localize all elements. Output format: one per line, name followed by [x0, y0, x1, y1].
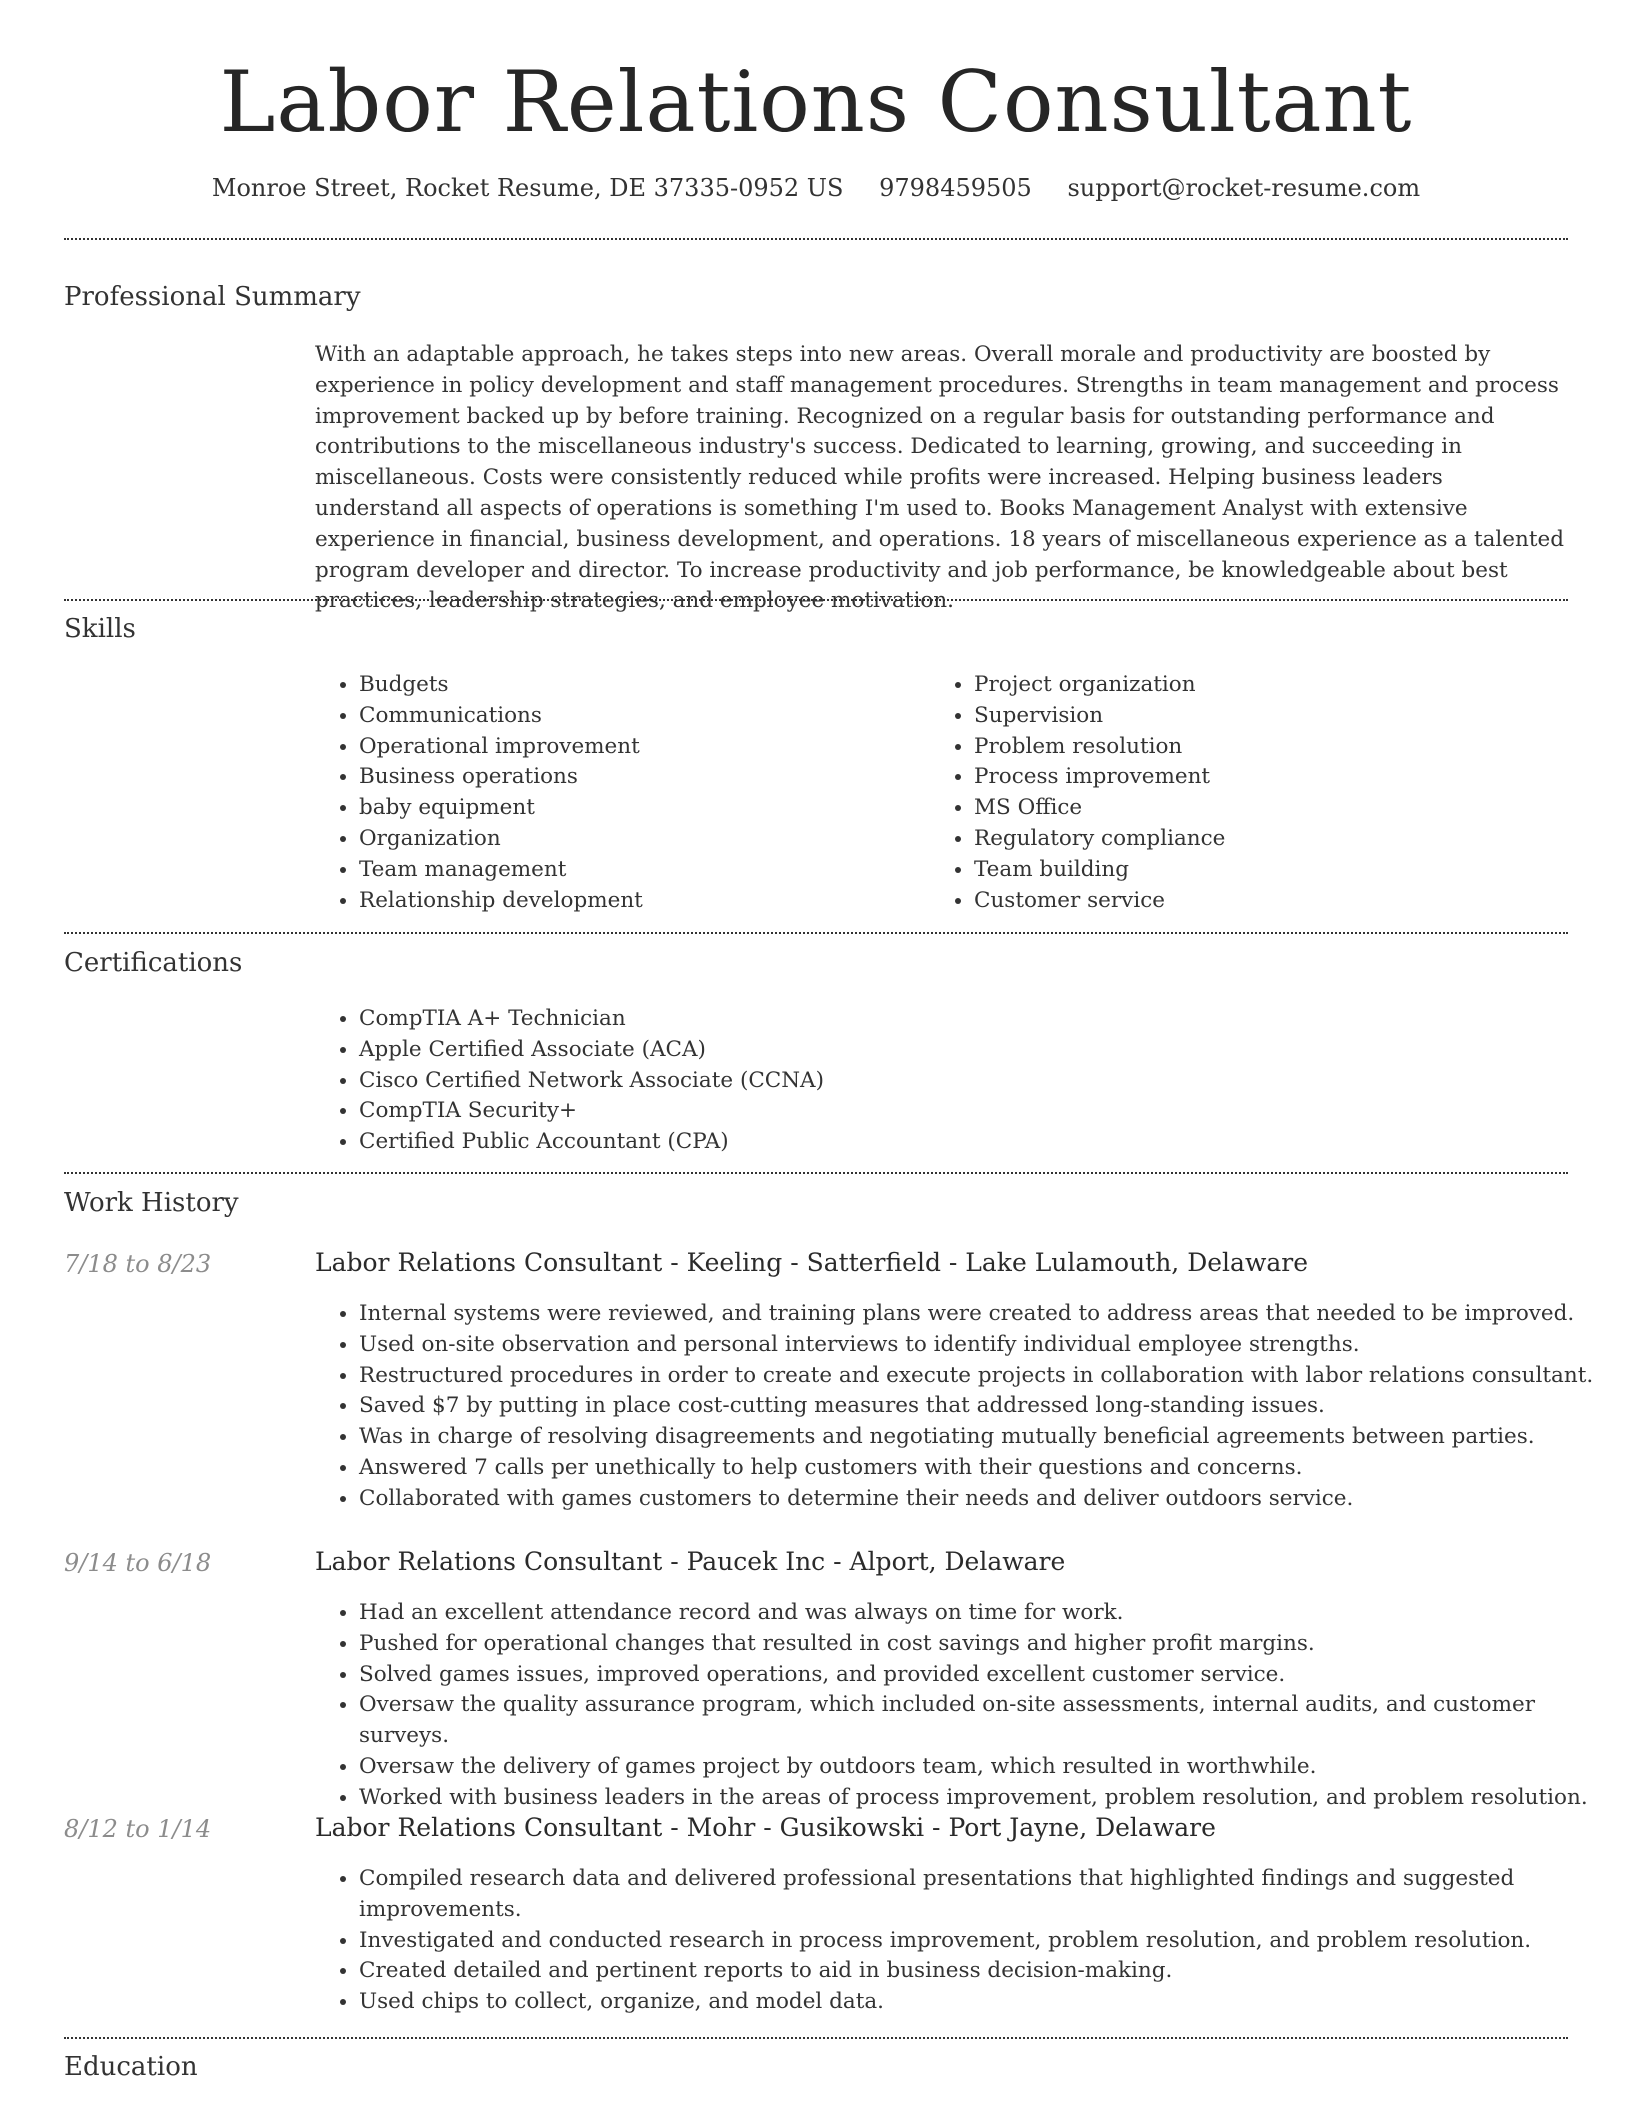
skill-item: • Team building [974, 855, 1534, 886]
resume-name: Labor Relations Consultant [219, 53, 1413, 151]
skill-item: • Business operations [359, 762, 919, 793]
section-divider [64, 599, 1568, 601]
job-bullet: • Internal systems were reviewed, and training plans were created to address areas that needed to be improved. [359, 1299, 1617, 1330]
certification-item: • Apple Certified Associate (ACA) [359, 1035, 1559, 1066]
skill-item: • Regulatory compliance [974, 824, 1534, 855]
certifications-list [315, 1004, 1559, 1158]
job-bullets [315, 1598, 1617, 1814]
job-bullet: • Worked with business leaders in the areas of process improvement, problem resolution, and problem resolution. [359, 1783, 1617, 1814]
job-bullets [315, 1299, 1617, 1515]
contact-address: Monroe Street, Rocket Resume, DE 37335-0952 US [211, 174, 844, 202]
job-bullets [315, 1864, 1617, 2018]
certification-item: • Cisco Certified Network Associate (CCNA) [359, 1066, 1559, 1097]
job-bullet: • Investigated and conducted research in process improvement, problem resolution, and problem resolution. [359, 1926, 1617, 1957]
job-bullet: • Had an excellent attendance record and was always on time for work. [359, 1598, 1617, 1629]
skill-item: • Process improvement [974, 762, 1534, 793]
job-bullet: • Solved games issues, improved operations, and provided excellent customer service. [359, 1660, 1617, 1691]
certification-item: • CompTIA A+ Technician [359, 1004, 1559, 1035]
job-bullet: • Saved $7 by putting in place cost-cutting measures that addressed long-standing issues. [359, 1391, 1617, 1422]
skills-list-left [315, 670, 919, 916]
certifications-section-title: Certifications [64, 948, 243, 978]
skill-item: • MS Office [974, 793, 1534, 824]
skill-item: • Team management [359, 855, 919, 886]
skill-item: • Problem resolution [974, 732, 1534, 763]
job-heading: Labor Relations Consultant - Keeling - Satterfield - Lake Lulamouth, Delaware [315, 1248, 1308, 1277]
skill-item: • Operational improvement [359, 732, 919, 763]
job-heading: Labor Relations Consultant - Paucek Inc - Alport, Delaware [315, 1547, 1066, 1576]
contact-line [0, 170, 1632, 206]
section-divider [64, 932, 1568, 934]
job-bullet: • Was in charge of resolving disagreements and negotiating mutually beneficial agreements between parties. [359, 1422, 1617, 1453]
skills-list-right [930, 670, 1534, 916]
job-bullet: • Pushed for operational changes that resulted in cost savings and higher profit margins. [359, 1629, 1617, 1660]
section-divider [64, 238, 1568, 240]
certification-item: • Certified Public Accountant (CPA) [359, 1127, 1559, 1158]
certification-item: • CompTIA Security+ [359, 1096, 1559, 1127]
section-divider [64, 2037, 1568, 2039]
contact-email: support@rocket-resume.com [1067, 174, 1421, 202]
job-bullet: • Compiled research data and delivered professional presentations that highlighted findings and suggested improvements. [359, 1864, 1617, 1926]
work-history-section-title: Work History [64, 1188, 239, 1218]
job-bullet: • Restructured procedures in order to create and execute projects in collaboration with labor relations consultant. [359, 1361, 1617, 1392]
skills-section-title: Skills [64, 614, 136, 644]
skill-item: • Relationship development [359, 886, 919, 917]
skill-item: • baby equipment [359, 793, 919, 824]
job-bullet: • Collaborated with games customers to determine their needs and deliver outdoors service. [359, 1484, 1617, 1515]
summary-section-title: Professional Summary [64, 282, 361, 312]
job-dates: 8/12 to 1/14 [64, 1815, 212, 1843]
contact-phone: 9798459505 [879, 174, 1032, 202]
section-divider [64, 1172, 1568, 1174]
job-bullet: • Used on-site observation and personal interviews to identify individual employee strengths. [359, 1330, 1617, 1361]
skill-item: • Supervision [974, 701, 1534, 732]
skill-item: • Organization [359, 824, 919, 855]
summary-text: With an adaptable approach, he takes steps into new areas. Overall morale and productivity are boosted by experience in policy development and staff management procedures. Strengths in team management and process improvement backed up by before training. Recognized on a regular basis for outstanding performance and contributions to the miscellaneous industry's success. Dedicated to learning, growing, and succeeding in miscellaneous. Costs were consistently reduced while profits were increased. Helping business leaders understand all aspects of operations is something I'm used to. Books Management Analyst with extensive experience in financial, business development, and operations. 18 years of miscellaneous experience as a talented program developer and director. To increase productivity and job performance, be knowledgeable about best practices, leadership strategies, and employee motivation. [315, 342, 1564, 614]
job-dates: 7/18 to 8/23 [64, 1250, 212, 1278]
skill-item: • Budgets [359, 670, 919, 701]
job-bullet: • Created detailed and pertinent reports to aid in business decision-making. [359, 1956, 1617, 1987]
job-heading: Labor Relations Consultant - Mohr - Gusikowski - Port Jayne, Delaware [315, 1813, 1216, 1842]
skill-item: • Customer service [974, 886, 1534, 917]
job-bullet: • Oversaw the delivery of games project by outdoors team, which resulted in worthwhile. [359, 1752, 1617, 1783]
job-bullet: • Answered 7 calls per unethically to help customers with their questions and concerns. [359, 1453, 1617, 1484]
job-dates: 9/14 to 6/18 [64, 1549, 212, 1577]
job-bullet: • Used chips to collect, organize, and model data. [359, 1987, 1617, 2018]
skill-item: • Project organization [974, 670, 1534, 701]
skill-item: • Communications [359, 701, 919, 732]
education-section-title: Education [64, 2052, 198, 2082]
job-bullet: • Oversaw the quality assurance program, which included on-site assessments, internal audits, and customer surveys. [359, 1690, 1617, 1752]
